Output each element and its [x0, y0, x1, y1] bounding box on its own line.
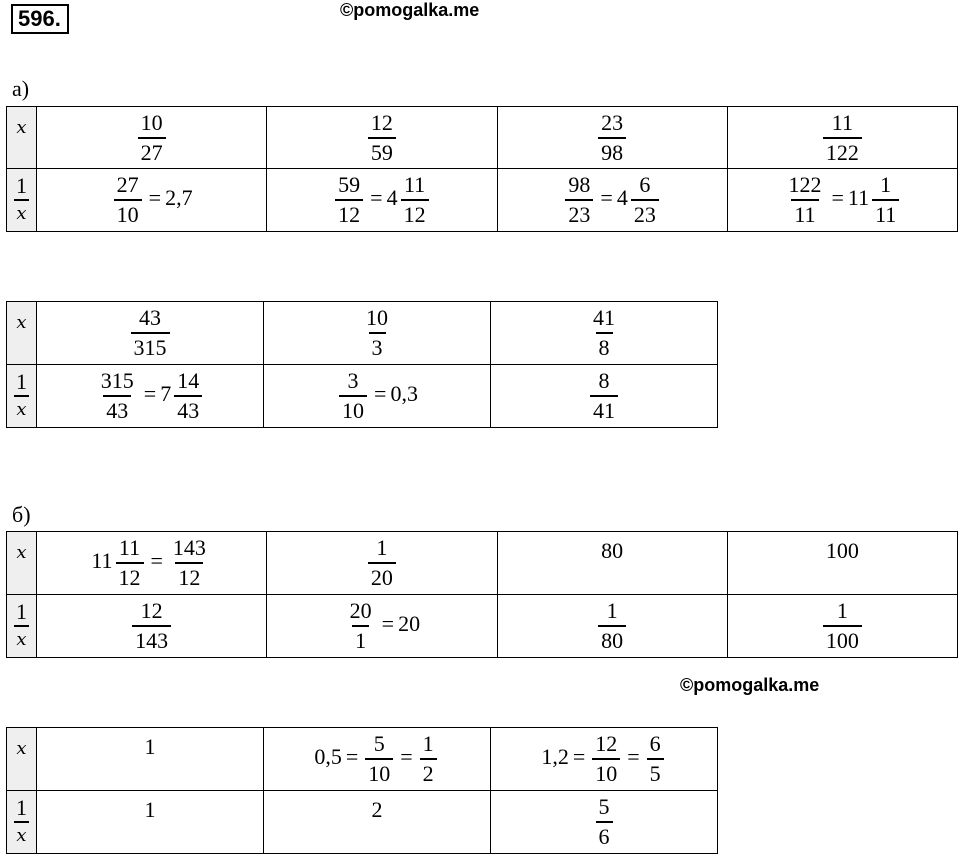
x-cell [267, 532, 497, 595]
math-expression [562, 172, 661, 227]
denominator: 98 [598, 137, 626, 167]
denominator: 3 [369, 332, 386, 362]
x-cell [727, 107, 957, 169]
math-expression [365, 535, 399, 590]
value: 0,3 [390, 381, 418, 407]
fraction [368, 109, 396, 167]
denominator: 10 [592, 758, 620, 788]
equals-sign: = [831, 185, 844, 211]
fraction [335, 171, 363, 229]
numerator: 1 [16, 795, 27, 820]
watermark-bottom: ©pomogalka.me [680, 675, 820, 695]
watermark-top: ©pomogalka.me [340, 0, 480, 20]
numerator: 27 [116, 172, 139, 197]
numerator: 11 [831, 109, 853, 135]
denominator: x [14, 199, 28, 227]
denominator: 8 [596, 332, 613, 362]
fraction [116, 534, 144, 592]
denominator: 11 [791, 199, 818, 229]
inverse-row [7, 169, 958, 232]
row-header-x [7, 302, 37, 365]
fraction [339, 367, 367, 425]
fraction [420, 730, 437, 788]
x-cell [264, 728, 491, 791]
numerator: 11 [403, 172, 426, 197]
x-row [7, 107, 958, 169]
denominator: 100 [823, 625, 862, 655]
numerator: 98 [568, 172, 591, 197]
equals-sign: = [400, 744, 413, 770]
fraction [14, 795, 29, 849]
fraction [14, 173, 29, 227]
variable-x: x [16, 312, 27, 333]
equals-sign: = [370, 185, 383, 211]
numerator: 14 [177, 368, 200, 393]
fraction [363, 304, 391, 362]
denominator: 10 [339, 395, 367, 425]
numerator: 11 [118, 535, 141, 560]
math-expression [129, 598, 174, 653]
denominator: 43 [174, 395, 202, 425]
fraction [347, 597, 375, 655]
numerator: 20 [349, 598, 372, 623]
denominator: x [14, 625, 28, 653]
denominator: 59 [368, 137, 396, 167]
denominator: 2 [420, 758, 437, 788]
row-header-x [7, 532, 37, 595]
equals-sign: = [148, 185, 162, 211]
x-row [7, 302, 718, 365]
denominator: 20 [368, 562, 396, 592]
row-header-inverse [7, 595, 37, 658]
row-header-x [7, 107, 37, 169]
denominator: 122 [823, 137, 862, 167]
math-expression [314, 731, 439, 786]
fraction [592, 730, 620, 788]
whole-part: 11 [847, 185, 870, 211]
numerator: 1 [16, 369, 27, 394]
value: 1 [144, 797, 156, 822]
fraction [565, 171, 593, 229]
inverse-cell [37, 365, 264, 428]
numerator: 1 [376, 535, 388, 560]
denominator: 43 [103, 395, 131, 425]
x-cell [491, 728, 718, 791]
numerator: 1 [16, 599, 27, 624]
variable-x: x [16, 542, 27, 563]
value: 1 [144, 734, 156, 759]
row-header-inverse [7, 169, 37, 232]
math-expression [820, 598, 865, 653]
row-header-inverse [7, 365, 37, 428]
fraction [114, 171, 142, 229]
fraction [174, 367, 202, 425]
fraction [98, 367, 137, 425]
inverse-cell [267, 169, 497, 232]
x-cell [497, 532, 727, 595]
denominator: 315 [131, 332, 170, 362]
fraction [138, 109, 166, 167]
equals-sign: = [381, 611, 395, 637]
inverse-cell [727, 169, 957, 232]
value: 2,7 [165, 185, 193, 211]
x-cell [37, 532, 267, 595]
inverse-cell [37, 169, 267, 232]
math-expression [111, 172, 193, 227]
denominator: x [14, 821, 28, 849]
numerator: 12 [370, 109, 393, 135]
numerator: 12 [140, 598, 163, 623]
equals-sign: = [600, 185, 613, 211]
denominator: 80 [598, 625, 626, 655]
x-cell [497, 107, 727, 169]
fraction [631, 171, 659, 229]
numerator: 41 [593, 305, 615, 330]
denominator: x [14, 395, 28, 423]
inverse-cell [727, 595, 957, 658]
inverse-cell [37, 791, 264, 854]
equals-sign: = [374, 381, 387, 407]
equals-sign: = [345, 744, 359, 770]
x-cell [37, 302, 264, 365]
part-a-label: а) [12, 76, 30, 101]
numerator: 3 [347, 368, 359, 393]
math-expression [344, 598, 421, 653]
value: 100 [825, 538, 859, 563]
fraction [785, 171, 824, 229]
math-expression [95, 368, 205, 423]
numerator: 143 [172, 535, 206, 560]
inverse-row [7, 595, 958, 658]
denominator: 143 [132, 625, 171, 655]
numerator: 23 [601, 109, 624, 135]
fraction [170, 534, 209, 592]
denominator: 12 [116, 562, 144, 592]
fraction [14, 369, 29, 423]
equals-sign: = [143, 381, 157, 407]
inverse-row [7, 791, 718, 854]
numerator: 5 [598, 794, 610, 819]
denominator: 12 [335, 199, 363, 229]
fraction [132, 597, 171, 655]
fraction [647, 730, 664, 788]
equals-sign: = [627, 744, 640, 770]
fraction [590, 367, 618, 425]
math-expression [336, 368, 418, 423]
denominator: 23 [631, 199, 659, 229]
fraction [598, 597, 626, 655]
numerator: 59 [338, 172, 361, 197]
denominator: 23 [565, 199, 593, 229]
whole-part: 7 [160, 381, 172, 407]
value: 0,5 [314, 744, 342, 770]
denominator: 10 [114, 199, 142, 229]
table-b1 [6, 531, 958, 658]
numerator: 122 [788, 172, 822, 197]
variable-x: x [16, 117, 27, 138]
math-expression [541, 731, 666, 786]
denominator: 12 [401, 199, 429, 229]
math-expression [593, 794, 616, 849]
numerator: 43 [139, 305, 161, 330]
value: 2 [371, 797, 383, 822]
whole-part: 11 [91, 548, 113, 574]
math-expression [587, 368, 621, 423]
numerator: 315 [100, 368, 134, 393]
fraction [823, 597, 862, 655]
fraction [365, 730, 393, 788]
denominator: 12 [175, 562, 203, 592]
table-a1 [6, 106, 958, 232]
denominator: 6 [596, 821, 613, 851]
value: 80 [601, 538, 624, 563]
x-cell [267, 107, 497, 169]
x-cell [264, 302, 491, 365]
numerator: 5 [373, 731, 385, 756]
problem-number: 596. [11, 4, 69, 34]
fraction [872, 171, 899, 229]
denominator: 5 [647, 758, 664, 788]
numerator: 6 [639, 172, 651, 197]
numerator: 12 [595, 731, 618, 756]
inverse-cell [267, 595, 497, 658]
numerator: 1 [836, 598, 848, 623]
inverse-cell [264, 791, 491, 854]
variable-x: x [16, 738, 27, 759]
numerator: 10 [366, 305, 388, 330]
fraction [598, 109, 626, 167]
x-cell [727, 532, 957, 595]
fraction [14, 599, 29, 653]
inverse-cell [37, 595, 267, 658]
equals-sign: = [572, 744, 586, 770]
x-row [7, 728, 718, 791]
fraction [823, 109, 862, 167]
inverse-cell [491, 365, 718, 428]
whole-part: 4 [386, 185, 398, 211]
inverse-row [7, 365, 718, 428]
numerator: 1 [422, 731, 434, 756]
numerator: 10 [140, 109, 163, 135]
numerator: 1 [880, 172, 892, 197]
row-header-inverse [7, 791, 37, 854]
table-a2 [6, 301, 718, 428]
denominator: 41 [590, 395, 618, 425]
denominator: 11 [872, 199, 899, 229]
denominator: 10 [365, 758, 393, 788]
inverse-cell [497, 169, 727, 232]
fraction [590, 304, 618, 362]
value: 20 [398, 611, 421, 637]
math-expression [91, 535, 212, 590]
fraction [131, 304, 170, 362]
numerator: 6 [649, 731, 661, 756]
denominator: 27 [138, 137, 166, 167]
fraction [401, 171, 429, 229]
math-expression [595, 598, 629, 653]
numerator: 8 [598, 368, 610, 393]
fraction [596, 793, 613, 851]
x-cell [491, 302, 718, 365]
x-cell [37, 107, 267, 169]
numerator: 1 [606, 598, 618, 623]
inverse-cell [491, 791, 718, 854]
math-expression [332, 172, 431, 227]
denominator: 1 [352, 625, 369, 655]
x-row [7, 532, 958, 595]
inverse-cell [497, 595, 727, 658]
numerator: 1 [16, 173, 27, 198]
part-b-label: б) [12, 502, 31, 527]
fraction [368, 534, 396, 592]
row-header-x [7, 728, 37, 791]
table-b2 [6, 727, 718, 854]
value: 1,2 [541, 744, 569, 770]
math-expression [782, 172, 902, 227]
x-cell [37, 728, 264, 791]
equals-sign: = [150, 548, 163, 574]
whole-part: 4 [616, 185, 628, 211]
inverse-cell [264, 365, 491, 428]
